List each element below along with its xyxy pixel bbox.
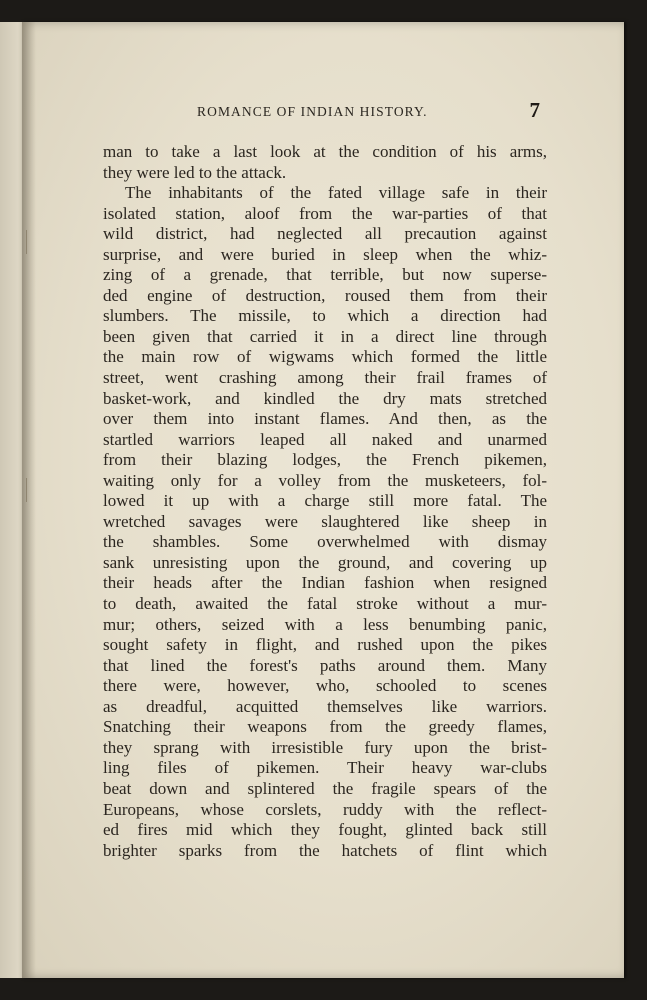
text-line: the main row of wigwams which formed the little	[103, 347, 547, 367]
text-line: as dreadful, acquitted themselves like warriors.	[103, 696, 547, 716]
text-line: Snatching their weapons from the greedy flames,	[103, 717, 547, 737]
text-line: there were, however, who, schooled to scenes	[103, 676, 547, 696]
text-line: wretched savages were slaughtered like sheep in	[103, 511, 547, 531]
text-line: their heads after the Indian fashion when resigned	[103, 573, 547, 593]
text-line: startled warriors leaped all naked and unarmed	[103, 429, 547, 449]
text-line: basket-work, and kindled the dry mats stretched	[103, 388, 547, 408]
text-line: isolated station, aloof from the war-parties of that	[103, 203, 547, 223]
page-number: 7	[529, 98, 540, 122]
body-text	[103, 142, 547, 861]
text-line: they were led to the attack.	[103, 162, 287, 182]
text-line: that lined the forest's paths around them. Many	[103, 655, 547, 675]
text-line: they sprang with irresistible fury upon the brist-	[103, 737, 547, 757]
text-line: street, went crashing among their frail frames of	[103, 368, 547, 388]
text-line: slumbers. The missile, to which a direction had	[103, 306, 547, 326]
text-line: mur; others, seized with a less benumbing panic,	[103, 614, 547, 634]
text-line: sought safety in flight, and rushed upon the pikes	[103, 635, 547, 655]
text-line: to death, awaited the fatal stroke without a mur-	[103, 594, 547, 614]
text-line: Europeans, whose corslets, ruddy with the reflect-	[103, 799, 547, 819]
text-line: ed fires mid which they fought, glinted back still	[103, 820, 547, 840]
text-line: wild district, had neglected all precaution against	[103, 224, 547, 244]
text-line: the shambles. Some overwhelmed with dismay	[103, 532, 547, 552]
text-line: been given that carried it in a direct line through	[103, 326, 547, 346]
text-line: brighter sparks from the hatchets of flint which	[103, 840, 547, 860]
text-line: waiting only for a volley from the musketeers, fol-	[103, 470, 547, 490]
text-line: ling files of pikemen. Their heavy war-clubs	[103, 758, 547, 778]
text-line: from their blazing lodges, the French pikemen,	[103, 450, 547, 470]
text-line: beat down and splintered the fragile spears of the	[103, 778, 547, 798]
text-line: over them into instant flames. And then, as the	[103, 409, 547, 429]
text-line: zing of a grenade, that terrible, but now superse-	[103, 265, 547, 285]
running-header	[80, 100, 550, 124]
text-line: man to take a last look at the condition of his arms,	[103, 142, 547, 161]
text-line: surprise, and were buried in sleep when the whiz-	[103, 244, 547, 264]
text-line: lowed it up with a charge still more fatal. The	[103, 491, 547, 511]
text-line: sank unresisting upon the ground, and covering up	[103, 552, 547, 572]
text-line: ded engine of destruction, roused them from their	[103, 285, 547, 305]
running-title: ROMANCE OF INDIAN HISTORY.	[197, 104, 428, 119]
text-line: The inhabitants of the fated village safe in their	[125, 183, 547, 203]
binding-mark	[26, 230, 27, 254]
page-gutter-shadow	[22, 22, 36, 978]
binding-mark	[26, 478, 27, 502]
